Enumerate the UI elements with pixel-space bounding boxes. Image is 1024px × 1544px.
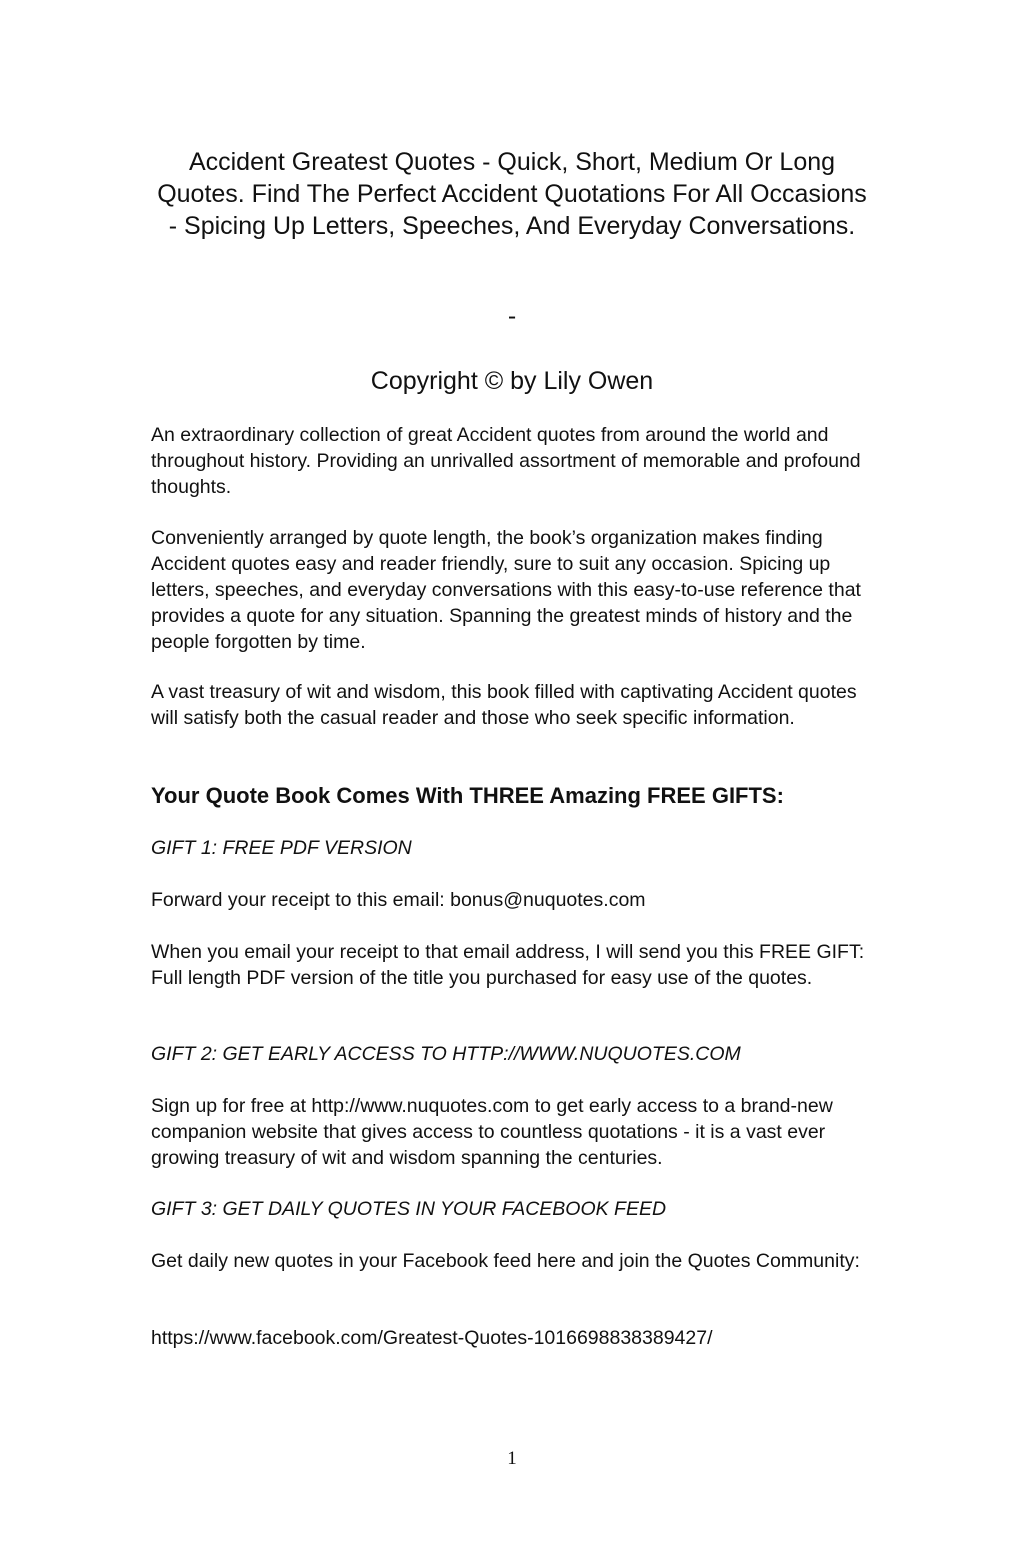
intro-paragraph: An extraordinary collection of great Accident quotes from around the world and throughout history. Providing an unrivalled assortment of memorable and profound thoughts. (151, 424, 861, 498)
page-title: Accident Greatest Quotes - Quick, Short, Medium Or Long Quotes. Find The Perfect Accident Quotations For All Occasions - Spicing Up Letters, Speeches, And Everyday Conversations. (157, 148, 867, 240)
gift2-body: Sign up for free at http://www.nuquotes.com to get early access to a brand-new companion website that gives access to countless quotations - it is a vast ever growing treasury of wit and wisdom spanning the centuries. (151, 1095, 833, 1169)
title-separator: - (507, 302, 517, 330)
page-number: 1 (507, 1448, 517, 1469)
copyright-line: Copyright © by Lily Owen (370, 367, 654, 395)
organization-paragraph: Conveniently arranged by quote length, the book’s organization makes finding Accident quotes easy and reader friendly, sure to suit any occasion. Spicing up letters, speeches, and everyday conversations with this easy-to-use reference that provides a quote for any situation. Spanning the greatest minds of history and the people forgotten by time. (151, 527, 861, 653)
treasury-paragraph: A vast treasury of wit and wisdom, this book filled with captivating Accident quotes will satisfy both the casual reader and those who seek specific information. (151, 681, 857, 729)
gift1-forward-email[interactable]: Forward your receipt to this email: bonus@nuquotes.com (151, 889, 646, 911)
gift2-title: GIFT 2: GET EARLY ACCESS TO HTTP://WWW.NUQUOTES.COM (151, 1043, 741, 1065)
gift1-body: When you email your receipt to that email address, I will send you this FREE GIFT: Full length PDF version of the title you purchased for easy use of the quotes. (151, 941, 865, 989)
gift3-title: GIFT 3: GET DAILY QUOTES IN YOUR FACEBOOK FEED (151, 1198, 667, 1220)
gifts-heading: Your Quote Book Comes With THREE Amazing FREE GIFTS: (151, 783, 784, 808)
facebook-link[interactable]: https://www.facebook.com/Greatest-Quotes-1016698838389427/ (151, 1327, 713, 1349)
gift1-title: GIFT 1: FREE PDF VERSION (151, 837, 412, 859)
gift3-body: Get daily new quotes in your Facebook feed here and join the Quotes Community: (151, 1250, 860, 1272)
